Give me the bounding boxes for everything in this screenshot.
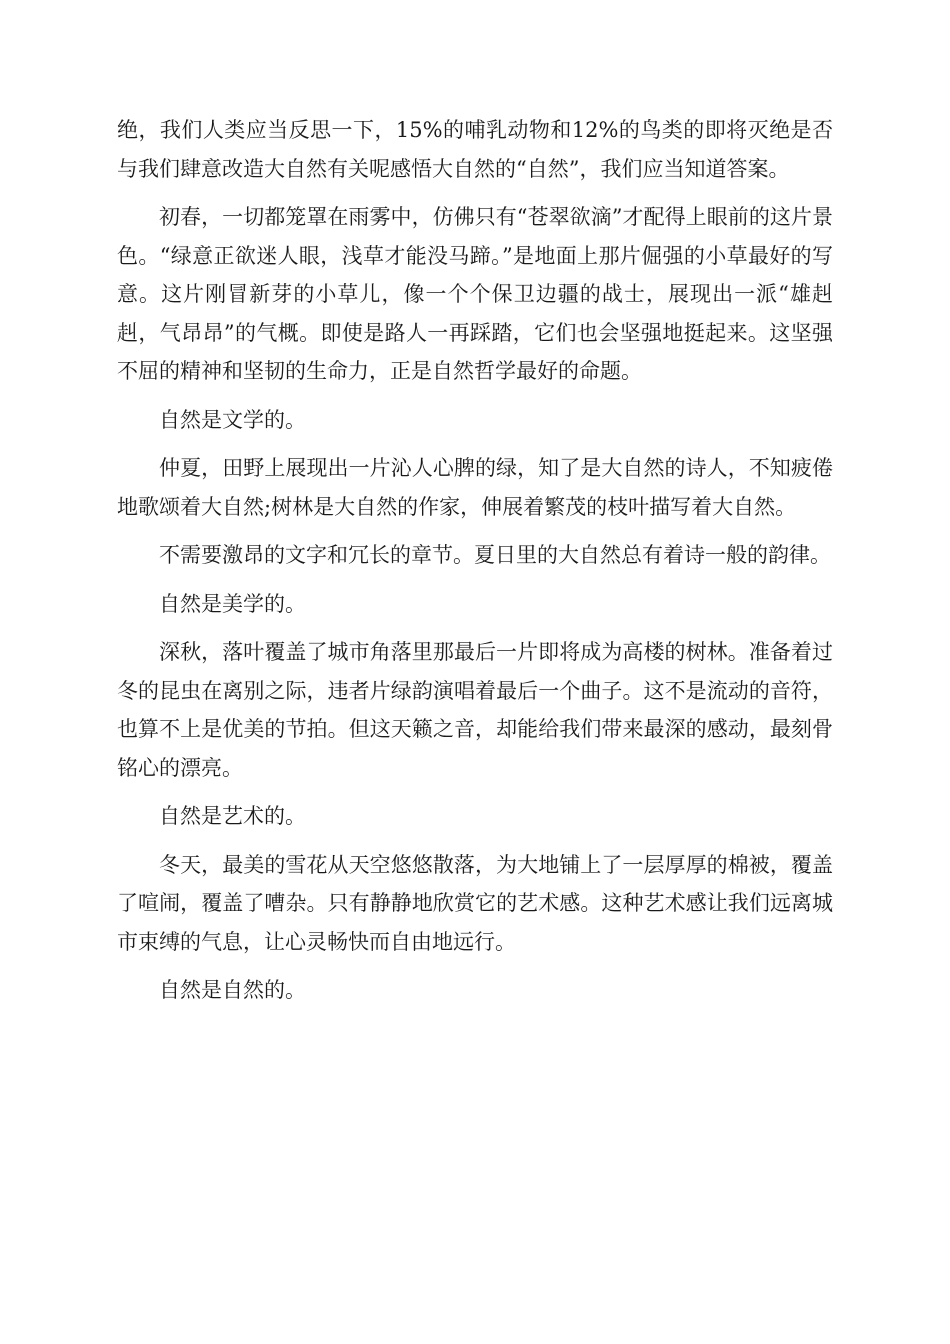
paragraph-poetry: 不需要激昂的文字和冗长的章节。夏日里的大自然总有着诗一般的韵律。	[159, 543, 831, 567]
paragraph-aesthetic: 自然是美学的。	[159, 591, 306, 616]
paragraph-autumn: 深秋，落叶覆盖了城市角落里那最后一片即将成为高楼的树林。准备着过冬的昆虫在离别之际，违者片绿韵演唱着最后一个曲子。这不是流动的音符，也算不上是优美的节拍。但这天籁之音，却能给我们带来最深的感动，最刻骨铭心的漂亮。	[117, 640, 833, 780]
paragraph-artistic: 自然是艺术的。	[159, 804, 306, 828]
paragraph-natural: 自然是自然的。	[159, 978, 306, 1002]
paragraph-literary: 自然是文学的。	[159, 407, 306, 432]
paragraph-continuation: 绝，我们人类应当反思一下，15%的哺乳动物和12%的鸟类的即将灭绝是否与我们肆意改造大自然有关呢感悟大自然的“自然”，我们应当知道答案。	[117, 118, 833, 181]
paragraph-winter: 冬天，最美的雪花从天空悠悠散落，为大地铺上了一层厚厚的棉被，覆盖了喧闹，覆盖了嘈杂。只有静静地欣赏它的艺术感。这种艺术感让我们远离城市束缚的气息，让心灵畅快而自由地远行。	[117, 852, 833, 954]
document-page	[117, 111, 833, 1020]
paragraph-summer: 仲夏，田野上展现出一片沁人心脾的绿，知了是大自然的诗人，不知疲倦地歌颂着大自然;树林是大自然的作家，伸展着繁茂的枝叶描写着大自然。	[117, 456, 833, 519]
paragraph-spring: 初春，一切都笼罩在雨雾中，仿佛只有“苍翠欲滴”才配得上眼前的这片景色。“绿意正欲迷人眼，浅草才能没马蹄。”是地面上那片倔强的小草最好的写意。这片刚冒新芽的小草儿，像一个个保卫边疆的战士，展现出一派“雄赳赳，气昂昂”的气概。即使是路人一再踩踏，它们也会坚强地挺起来。这坚强不屈的精神和坚韧的生命力，正是自然哲学最好的命题。	[117, 205, 833, 383]
